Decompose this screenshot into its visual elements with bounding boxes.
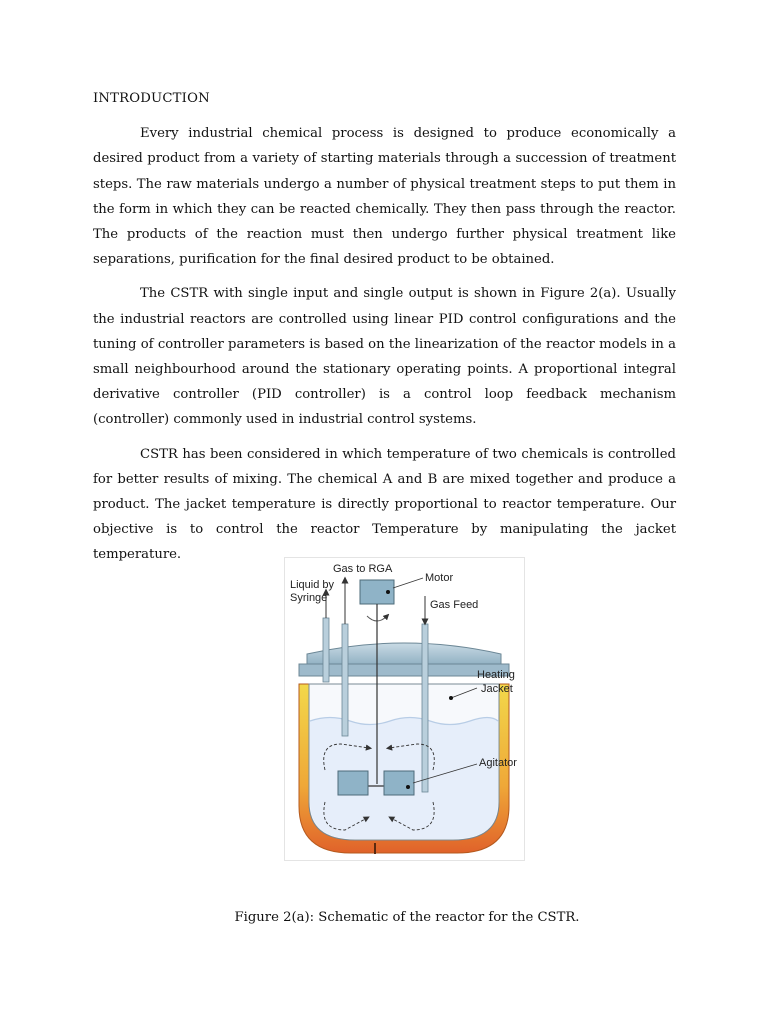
paragraph-1: Every industrial chemical process is designed to produce economically a desired product from a variety of starting materials through a succession of treatment steps. The raw materials undergo a number of physical treatment steps to put them in the form in which they can be reacted chemically. They then pass through the reactor. The products of the reaction must then undergo further physical treatment like separations, purification for the final desired product to be obtained. [93, 126, 676, 268]
section-heading: INTRODUCTION [93, 91, 210, 106]
reactor-schematic [285, 558, 524, 860]
label-gas-to-rga: Gas to RGA [333, 563, 393, 575]
agitator-blade-right [384, 771, 414, 795]
reactor-lid [307, 643, 501, 664]
paragraph-3: CSTR has been considered in which temperature of two chemicals is controlled for better results of mixing. The chemical A and B are mixed together and produce a product. The jacket temperature is directly proportional to reactor temperature. Our objective is to control the reactor Temperature by manipulating the jacket temperature. [93, 446, 676, 563]
label-motor: Motor [425, 572, 454, 584]
reactor-schematic-figure [284, 557, 525, 861]
agitator-blade-left [338, 771, 368, 795]
figure-caption: Figure 2(a): Schematic of the reactor for the CSTR. [234, 910, 580, 925]
document-body [93, 86, 676, 577]
label-liquid-line2: Syringe [290, 592, 328, 604]
gas-feed-tube [422, 624, 428, 792]
paragraph-2: The CSTR with single input and single output is shown in Figure 2(a). Usually the industrial reactors are controlled using linear PID control configurations and the tuning of controller parameters is based on the linearization of the reactor models in a small neighbourhood around the stationary operating points. A proportional integral derivative controller (PID controller) is a control loop feedback mechanism (controller) commonly used in industrial control systems. [93, 286, 676, 428]
label-agitator: Agitator [479, 757, 517, 769]
gas-rga-tube [342, 624, 348, 736]
label-heating-line1: Heating [477, 669, 515, 681]
label-heating-line2: Jacket [481, 683, 513, 695]
syringe-tube [323, 618, 329, 682]
label-liquid-line1: Liquid by [290, 579, 335, 591]
label-gas-feed: Gas Feed [430, 599, 479, 611]
